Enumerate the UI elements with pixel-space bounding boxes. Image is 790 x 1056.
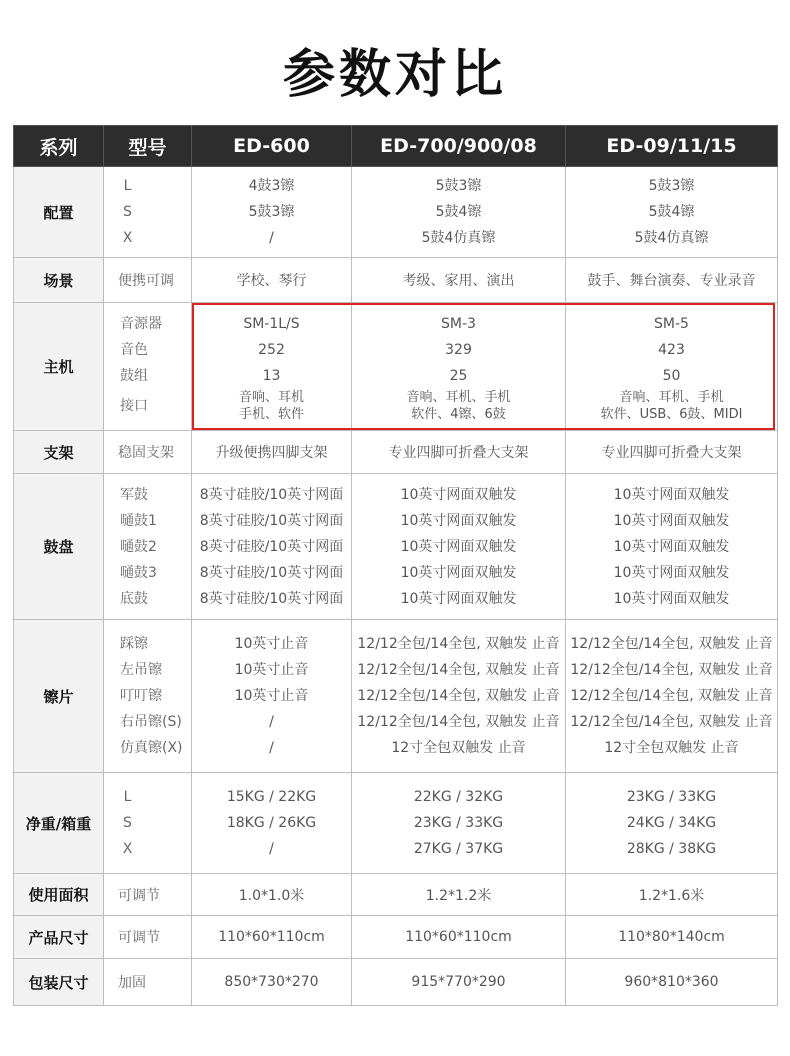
- sub-labels: [104, 303, 192, 431]
- cell-value: 12/12全包/14全包, 双触发 止音: [357, 636, 560, 652]
- cell-value: 12/12全包/14全包, 双触发 止音: [570, 636, 773, 652]
- cell-value: 10英寸网面双触发: [613, 538, 730, 555]
- spec-comparison-table: [13, 125, 778, 1006]
- sub-label: 加固: [104, 959, 192, 1006]
- cell-ed600: 升级便携四脚支架: [192, 431, 352, 474]
- group-label: 支架: [14, 431, 104, 474]
- sub-label: 嗵鼓2: [120, 538, 157, 555]
- cell-value: 13: [262, 367, 281, 384]
- cell-ed600: [192, 303, 352, 431]
- cell-value: 5鼓4镲: [435, 204, 482, 220]
- cell-value: 10英寸止音: [234, 662, 309, 678]
- sub-label: 稳固支架: [104, 431, 192, 474]
- cell-value: 15KG / 22KG: [226, 789, 317, 805]
- cell-value: SM-1L/S: [243, 315, 300, 332]
- cell-ed700: [352, 474, 566, 620]
- cell-value: /: [269, 230, 274, 246]
- row-config: [14, 167, 778, 258]
- sub-label: 仿真镲(X): [120, 740, 183, 756]
- cell-value: 音响、耳机、手机: [619, 389, 724, 405]
- cell-value: 50: [662, 367, 681, 384]
- cell-ed700: 考级、家用、演出: [352, 258, 566, 303]
- sub-labels: [104, 167, 192, 258]
- sub-label: 左吊镲: [120, 662, 162, 678]
- cell-value: 8英寸硅胶/10英寸网面: [199, 486, 344, 503]
- cell-ed700: [352, 303, 566, 431]
- row-scene: [14, 258, 778, 303]
- cell-ed700: [352, 167, 566, 258]
- sub-label: 便携可调: [104, 258, 192, 303]
- cell-value: 5鼓4仿真镲: [634, 230, 709, 246]
- sub-label: L: [123, 178, 132, 194]
- sub-label: 嗵鼓3: [120, 564, 157, 581]
- cell-value: 10英寸网面双触发: [613, 590, 730, 607]
- header-ed600: ED-600: [192, 126, 352, 167]
- cell-value: 10英寸网面双触发: [400, 564, 517, 581]
- cell-ed600: 850*730*270: [192, 959, 352, 1006]
- cell-ed700: [352, 620, 566, 773]
- sub-labels: [104, 773, 192, 874]
- sub-label: L: [123, 789, 132, 805]
- cell-ed09: 110*80*140cm: [566, 916, 778, 959]
- cell-value: 8英寸硅胶/10英寸网面: [199, 538, 344, 555]
- cell-value: 12/12全包/14全包, 双触发 止音: [570, 688, 773, 704]
- cell-value: 8英寸硅胶/10英寸网面: [199, 564, 344, 581]
- cell-value: 音响、耳机: [238, 389, 304, 405]
- row-weight: [14, 773, 778, 874]
- sub-label: 音色: [120, 341, 148, 358]
- sub-label: S: [123, 204, 132, 220]
- cell-value: 5鼓3镲: [435, 178, 482, 194]
- sub-label: 可调节: [104, 874, 192, 916]
- row-pack: [14, 959, 778, 1006]
- cell-value: 5鼓4仿真镲: [421, 230, 496, 246]
- sub-label: 嗵鼓1: [120, 512, 157, 529]
- cell-value: 手机、软件: [238, 406, 304, 422]
- cell-value: 软件、4镲、6鼓: [411, 406, 506, 422]
- cell-value: 12/12全包/14全包, 双触发 止音: [570, 662, 773, 678]
- group-label: 鼓盘: [14, 474, 104, 620]
- header-row: [14, 126, 778, 167]
- cell-value: 423: [658, 341, 685, 358]
- row-host: [14, 303, 778, 431]
- cell-value: 28KG / 38KG: [626, 841, 717, 857]
- cell-value: 音响、耳机、手机: [406, 389, 511, 405]
- group-label: 镲片: [14, 620, 104, 773]
- cell-ed700: [352, 773, 566, 874]
- cell-value: 10英寸网面双触发: [400, 512, 517, 529]
- cell-value: 23KG / 33KG: [626, 789, 717, 805]
- cell-ed700: 915*770*290: [352, 959, 566, 1006]
- cell-ed700: 专业四脚可折叠大支架: [352, 431, 566, 474]
- sub-label: 军鼓: [120, 486, 148, 503]
- header-ed700: ED-700/900/08: [352, 126, 566, 167]
- cell-value: 252: [258, 341, 285, 358]
- cell-value: 10英寸网面双触发: [613, 512, 730, 529]
- sub-label: 可调节: [104, 916, 192, 959]
- sub-label: 鼓组: [120, 367, 148, 384]
- cell-ed09: [566, 773, 778, 874]
- cell-value: 24KG / 34KG: [626, 815, 717, 831]
- sub-label: S: [123, 815, 132, 831]
- cell-value: 12/12全包/14全包, 双触发 止音: [357, 662, 560, 678]
- row-area: [14, 874, 778, 916]
- cell-value: 10英寸网面双触发: [400, 590, 517, 607]
- cell-value: 10英寸网面双触发: [613, 564, 730, 581]
- cell-ed600: [192, 620, 352, 773]
- cell-value: 12寸全包双触发 止音: [604, 740, 739, 756]
- sub-label: 踩镲: [120, 636, 148, 652]
- row-cymbals: [14, 620, 778, 773]
- sub-label: 右吊镲(S): [120, 714, 182, 730]
- cell-value: 25: [449, 367, 468, 384]
- sub-labels: [104, 474, 192, 620]
- cell-value: 5鼓3镲: [648, 178, 695, 194]
- group-label: 使用面积: [14, 874, 104, 916]
- cell-value: 10英寸网面双触发: [400, 486, 517, 503]
- cell-ed09: 鼓手、舞台演奏、专业录音: [566, 258, 778, 303]
- cell-value: 8英寸硅胶/10英寸网面: [199, 512, 344, 529]
- group-label: 产品尺寸: [14, 916, 104, 959]
- cell-value: 12/12全包/14全包, 双触发 止音: [357, 688, 560, 704]
- cell-ed600: 110*60*110cm: [192, 916, 352, 959]
- cell-value: 5鼓3镲: [248, 204, 295, 220]
- cell-ed700: 1.2*1.2米: [352, 874, 566, 916]
- cell-value: 软件、USB、6鼓、MIDI: [600, 406, 743, 422]
- sub-label: X: [122, 841, 133, 857]
- sub-label: 接口: [120, 397, 148, 414]
- cell-ed600: 1.0*1.0米: [192, 874, 352, 916]
- cell-value: 23KG / 33KG: [413, 815, 504, 831]
- group-label: 包装尺寸: [14, 959, 104, 1006]
- cell-ed700: 110*60*110cm: [352, 916, 566, 959]
- header-model: 型号: [104, 126, 192, 167]
- cell-value: 27KG / 37KG: [413, 841, 504, 857]
- row-pads: [14, 474, 778, 620]
- cell-value: 22KG / 32KG: [413, 789, 504, 805]
- sub-labels: [104, 620, 192, 773]
- cell-value: 10英寸止音: [234, 636, 309, 652]
- header-ed09: ED-09/11/15: [566, 126, 778, 167]
- cell-ed09: [566, 474, 778, 620]
- cell-ed600: [192, 773, 352, 874]
- page-title: 参数对比: [282, 45, 507, 105]
- cell-ed09: [566, 167, 778, 258]
- header-series: 系列: [14, 126, 104, 167]
- cell-ed09: [566, 303, 778, 431]
- cell-value: SM-3: [441, 315, 476, 332]
- group-label: 场景: [14, 258, 104, 303]
- group-label: 主机: [14, 303, 104, 431]
- cell-ed600: 学校、琴行: [192, 258, 352, 303]
- cell-value: 8英寸硅胶/10英寸网面: [199, 590, 344, 607]
- cell-ed09: 960*810*360: [566, 959, 778, 1006]
- cell-value: 12/12全包/14全包, 双触发 止音: [570, 714, 773, 730]
- cell-value: 10英寸网面双触发: [400, 538, 517, 555]
- cell-value: /: [269, 714, 274, 730]
- cell-value: SM-5: [654, 315, 689, 332]
- cell-value: 4鼓3镲: [248, 178, 295, 194]
- cell-ed600: [192, 167, 352, 258]
- group-label: 净重/箱重: [14, 773, 104, 874]
- cell-value: 12/12全包/14全包, 双触发 止音: [357, 714, 560, 730]
- sub-label: 音源器: [120, 315, 162, 332]
- cell-value: 18KG / 26KG: [226, 815, 317, 831]
- cell-ed09: [566, 620, 778, 773]
- sub-label: 叮叮镲: [120, 688, 162, 704]
- cell-value: 10英寸网面双触发: [613, 486, 730, 503]
- cell-value: 329: [445, 341, 472, 358]
- cell-value: 10英寸止音: [234, 688, 309, 704]
- cell-value: 5鼓4镲: [648, 204, 695, 220]
- row-stand: [14, 431, 778, 474]
- group-label: 配置: [14, 167, 104, 258]
- cell-value: /: [269, 841, 274, 857]
- cell-value: 12寸全包双触发 止音: [391, 740, 526, 756]
- sub-label: 底鼓: [120, 590, 148, 607]
- cell-ed09: 1.2*1.6米: [566, 874, 778, 916]
- cell-ed600: [192, 474, 352, 620]
- cell-value: /: [269, 740, 274, 756]
- sub-label: X: [122, 230, 133, 246]
- cell-ed09: 专业四脚可折叠大支架: [566, 431, 778, 474]
- row-size: [14, 916, 778, 959]
